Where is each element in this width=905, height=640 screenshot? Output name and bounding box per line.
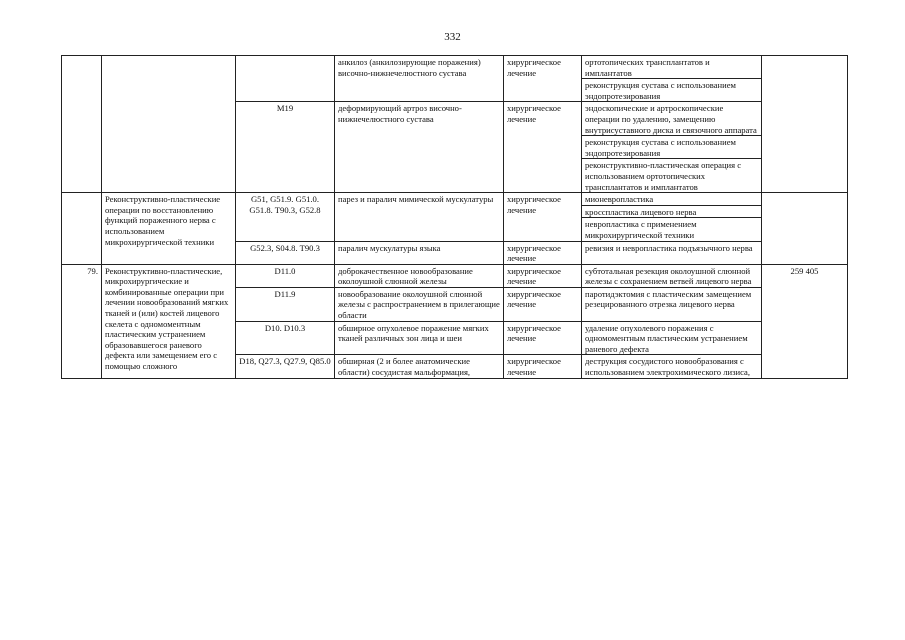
cell-method: ревизия и невропластика подъязычного нерва bbox=[582, 241, 762, 264]
cell-code: G52.3, S04.8. T90.3 bbox=[236, 241, 335, 264]
cell-diagnosis: паралич мускулатуры языка bbox=[335, 241, 504, 264]
cell-price: 259 405 bbox=[762, 264, 848, 378]
cell-code: G51, G51.9. G51.0. G51.8. T90.3, G52.8 bbox=[236, 193, 335, 241]
table-row bbox=[62, 193, 848, 206]
table-row bbox=[62, 56, 848, 79]
cell-group-name: Реконструктивно-пластические операции по восстановлению функций пораженного нерва с использованием микрохирургической техники bbox=[102, 193, 236, 265]
cell-diagnosis: деформирующий артроз височно-нижнечелюстного сустава bbox=[335, 102, 504, 193]
cell-method: эндоскопические и артроскопические операции по удалению, замещению внутрисуставного диска и связочного аппарата bbox=[582, 102, 762, 136]
cell-treatment: хирургическое лечение bbox=[504, 56, 582, 102]
cell-method: удаление опухолевого поражения с одномоментным пластическим устранением раневого дефекта bbox=[582, 321, 762, 355]
cell-diagnosis: парез и паралич мимической мускулатуры bbox=[335, 193, 504, 241]
cell-code: D11.0 bbox=[236, 264, 335, 287]
cell-code: D10. D10.3 bbox=[236, 321, 335, 355]
cell-method: паротидэктомия с пластическим замещением резецированного отрезка лицевого нерва bbox=[582, 287, 762, 321]
cell-price bbox=[762, 193, 848, 265]
cell-treatment: хирургическое лечение bbox=[504, 321, 582, 355]
cell-diagnosis: доброкачественное новообразование околоушной слюнной железы bbox=[335, 264, 504, 287]
cell-treatment: хирургическое лечение bbox=[504, 264, 582, 287]
cell-diagnosis: анкилоз (анкилозирующие поражения) височно-нижнечелюстного сустава bbox=[335, 56, 504, 102]
cell-group-name: Реконструктивно-пластические, микрохирургические и комбинированные операции при лечении новообразований мягких тканей и (или) костей лицевого скелета с одномоментным пластическим устранением образовавшегося раневого дефекта или замещением его с помощью сложного bbox=[102, 264, 236, 378]
cell-treatment: хирургическое лечение bbox=[504, 193, 582, 241]
cell-price bbox=[762, 56, 848, 193]
cell-number: 79. bbox=[62, 264, 102, 378]
cell-method: ортотопических трансплантатов и имплантатов bbox=[582, 56, 762, 79]
cell-method: реконструкция сустава с использованием эндопротезирования bbox=[582, 136, 762, 159]
cell-diagnosis: обширная (2 и более анатомические области) сосудистая мальформация, bbox=[335, 355, 504, 378]
cell-method: мионевропластика bbox=[582, 193, 762, 206]
cell-treatment: хирургическое лечение bbox=[504, 241, 582, 264]
table-row bbox=[62, 264, 848, 287]
cell-code: D11.9 bbox=[236, 287, 335, 321]
cell-method: невропластика с применением микрохирургической техники bbox=[582, 218, 762, 241]
cell-method: реконструктивно-пластическая операция с использованием ортотопических трансплантатов и имплантатов bbox=[582, 159, 762, 193]
cell-code bbox=[236, 56, 335, 102]
cell-diagnosis: обширное опухолевое поражение мягких тканей различных зон лица и шеи bbox=[335, 321, 504, 355]
cell-code: M19 bbox=[236, 102, 335, 193]
cell-number bbox=[62, 193, 102, 265]
page-number: 332 bbox=[444, 31, 461, 43]
medical-procedures-table bbox=[61, 55, 848, 193]
cell-number bbox=[62, 56, 102, 193]
cell-method: деструкция сосудистого новообразования с использованием электрохимического лизиса, bbox=[582, 355, 762, 378]
cell-diagnosis: новообразование околоушной слюнной железы с распространением в прилегающие области bbox=[335, 287, 504, 321]
cell-method: субтотальная резекция околоушной слюнной железы с сохранением ветвей лицевого нерва bbox=[582, 264, 762, 287]
cell-treatment: хирургическое лечение bbox=[504, 355, 582, 378]
cell-method: реконструкция сустава с использованием эндопротезирования bbox=[582, 79, 762, 102]
cell-group-name bbox=[102, 56, 236, 193]
cell-treatment: хирургическое лечение bbox=[504, 102, 582, 193]
medical-procedures-table-part-2 bbox=[61, 192, 848, 379]
cell-treatment: хирургическое лечение bbox=[504, 287, 582, 321]
cell-code: D18, Q27.3, Q27.9, Q85.0 bbox=[236, 355, 335, 378]
cell-method: кросспластика лицевого нерва bbox=[582, 205, 762, 218]
